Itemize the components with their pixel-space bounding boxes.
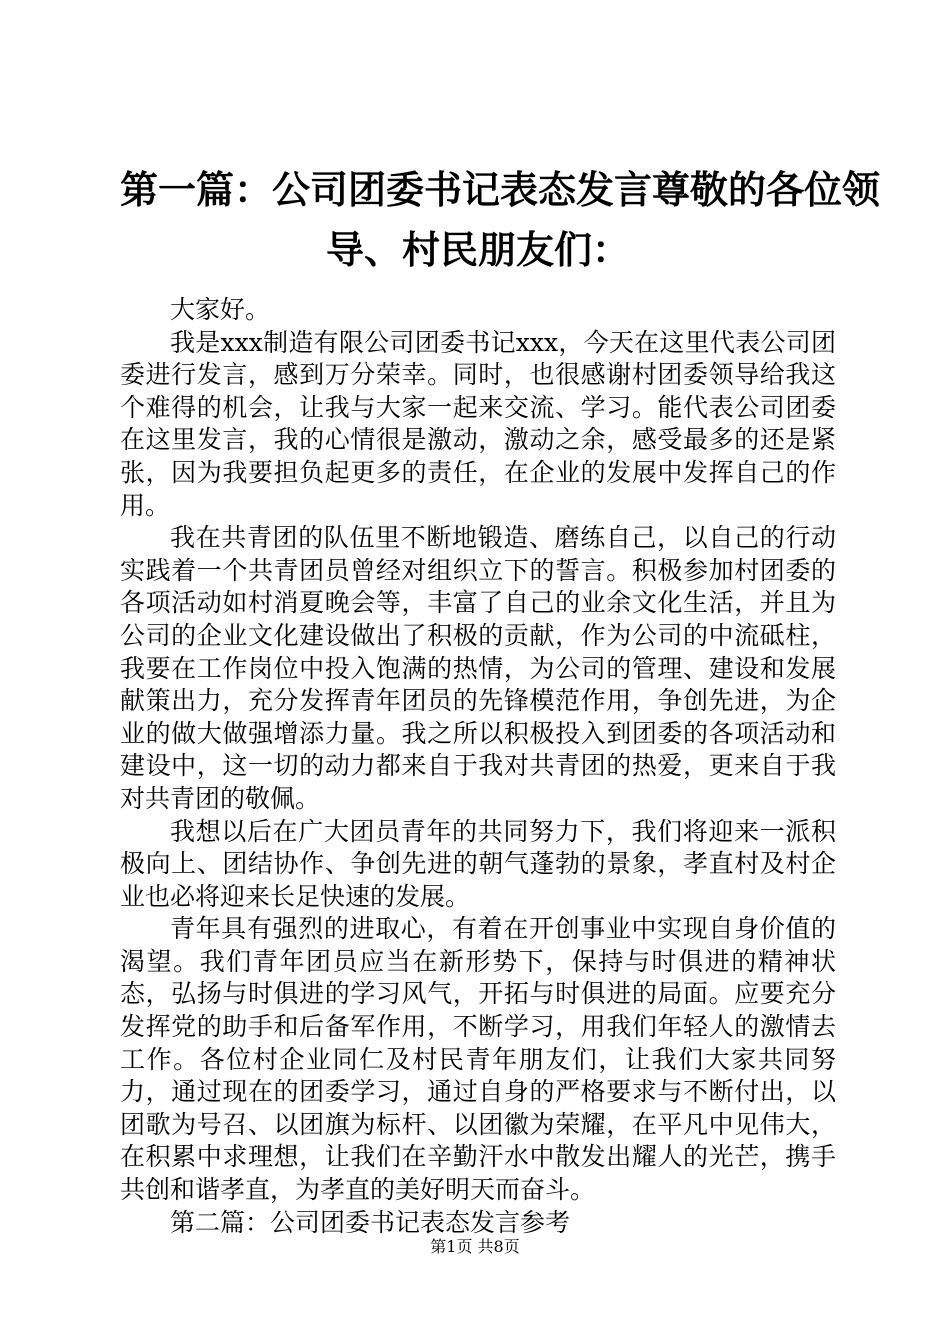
paragraph-greeting: 大家好。	[170, 295, 271, 324]
title-line-1: 第一篇：公司团委书记表态发言尊敬的各位领	[120, 168, 881, 212]
paragraph-next-section-heading: 第二篇：公司团委书记表态发言参考	[170, 1207, 571, 1237]
paragraph-call-to-action: 青年具有强烈的进取心，有着在开创事业中实现自身价值的渴望。我们青年团员应当在新形势下，保持与时俱进的精神状态，弘扬与时俱进的学习风气，开拓与时俱进的局面。应要充分发挥党的助手和后备军作用，不断学习，用我们年轻人的激情去工作。各位村企业同仁及村民青年朋友们，让我们大家共同努力，通过现在的团委学习，通过自身的严格要求与不断付出，以团歌为号召、以团旗为标杆、以团徽为荣耀，在平凡中见伟大，在积累中求理想，让我们在辛勤汗水中散发出耀人的光芒，携手共创和谐孝直，为孝直的美好明天而奋斗。	[120, 914, 836, 1205]
paragraph-outlook: 我想以后在广大团员青年的共同努力下，我们将迎来一派积极向上、团结协作、争创先进的朝气蓬勃的景象，孝直村及村企业也必将迎来长足快速的发展。	[120, 816, 836, 911]
document-body	[120, 294, 836, 1239]
document-title	[120, 160, 881, 280]
paragraph-commitment: 我在共青团的队伍里不断地锻造、磨练自己，以自己的行动实践着一个共青团员曾经对组织立下的誓言。积极参加村团委的各项活动如村消夏晚会等，丰富了自己的业余文化生活，并且为公司的企业文化建设做出了积极的贡献，作为公司的中流砥柱，我要在工作岗位中投入饱满的热情，为公司的管理、建设和发展献策出力，充分发挥青年团员的先锋模范作用，争创先进，为企业的做大做强增添力量。我之所以积极投入到团委的各项活动和建设中，这一切的动力都来自于我对共青团的热爱，更来自于我对共青团的敬佩。	[120, 523, 836, 813]
title-line-2: 导、村民朋友们：	[325, 228, 630, 272]
paragraph-introduction: 我是xxx制造有限公司团委书记xxx，今天在这里代表公司团委进行发言，感到万分荣幸。同时，也很感谢村团委领导给我这个难得的机会，让我与大家一起来交流、学习。能代表公司团委在这里发言，我的心情很是激动，激动之余，感受最多的还是紧张，因为我要担负起更多的责任，在企业的发展中发挥自己的作用。	[120, 327, 836, 520]
page-footer: 第1页 共8页	[430, 1237, 520, 1256]
